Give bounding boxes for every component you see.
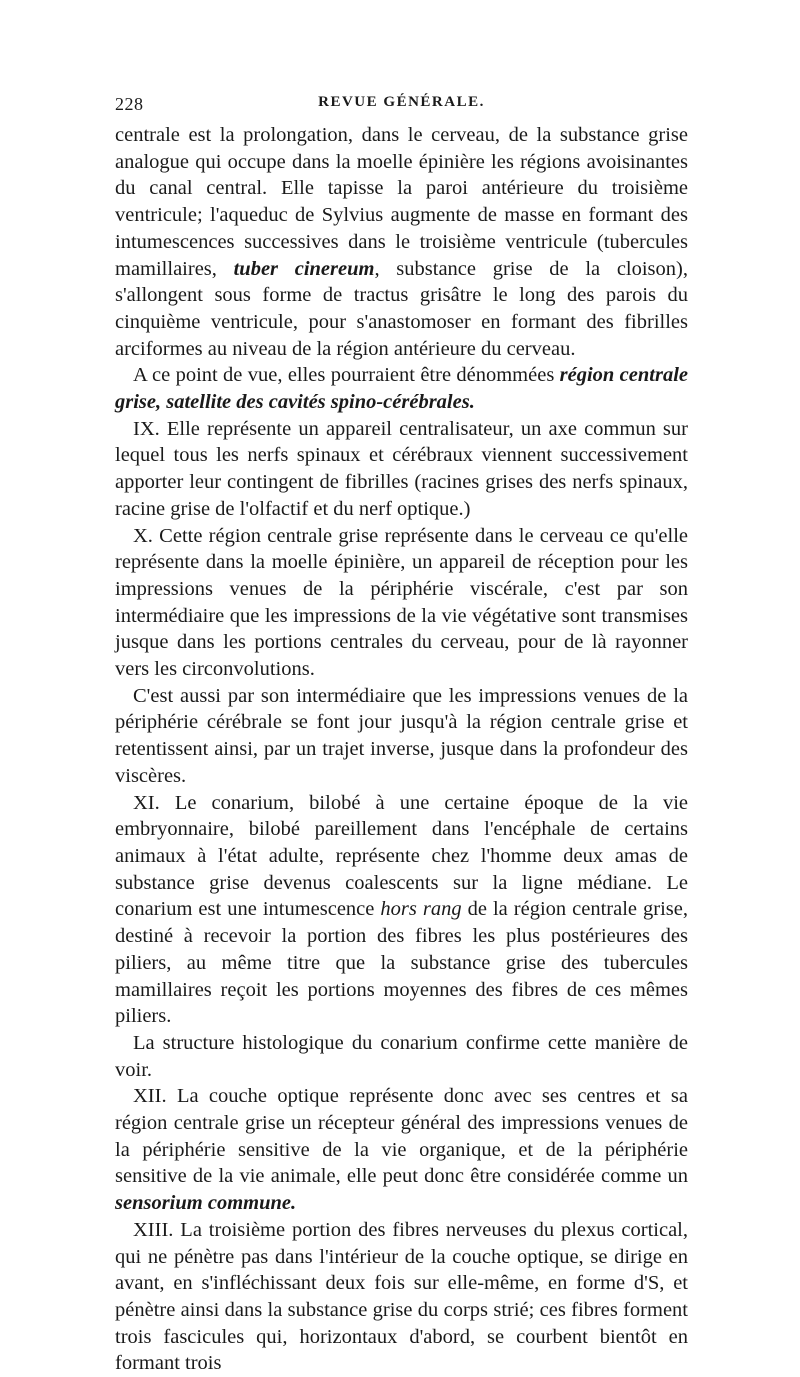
page-header — [115, 88, 688, 122]
paragraph-text: , substance grise de la cloison), s'allongent sous forme de tractus grisâtre le long des parois du cinquième ventricule, pour s'anastomoser en formant des fibrilles arciformes au niveau de la région antérieure du cerveau. — [115, 257, 688, 360]
paragraph — [115, 122, 688, 362]
paragraph-text: X. Cette région centrale grise représente dans le cerveau ce qu'elle représente dans la moelle épinière, un appareil de réception pour les impressions venues de la périphérie viscérale, c'est par son intermédiaire que les impressions de la vie végétative sont transmises jusque dans les portions centrales du cerveau, pour de là rayonner vers les circonvolutions. — [115, 524, 688, 681]
paragraph-text: A ce point de vue, elles pourraient être dénommées — [133, 364, 560, 387]
italic-term: hors rang — [380, 898, 462, 921]
paragraph — [115, 362, 688, 415]
running-title: REVUE GÉNÉRALE. — [318, 94, 485, 110]
paragraph-text: La structure histologique du conarium confirme cette manière de voir. — [115, 1031, 688, 1081]
paragraph — [115, 790, 688, 1030]
paragraph-text: XII. La couche optique représente donc avec ses centres et sa région centrale grise un récepteur général des impressions venues de la périphérie sensitive de la vie organique, et de la périphérie sensitive de la vie animale, elle peut donc être considérée comme un — [115, 1085, 688, 1188]
body-text — [115, 122, 688, 1377]
italic-term: sensorium commune. — [115, 1192, 297, 1215]
book-page — [115, 88, 688, 1375]
paragraph-text: centrale est la prolongation, dans le cerveau, de la substance grise analogue qui occupe dans la moelle épinière les régions avoisinantes du canal central. Elle tapisse la paroi antérieure du troisième ventricule; l'aqueduc de Sylvius augmente de masse en formant des intumescences successives dans le troisième ventricule (tubercules mamillaires, — [115, 124, 688, 280]
paragraph-text: XI. Le conarium, bilobé à une certaine époque de la vie embryonnaire, bilobé pareillement dans l'encéphale de certains animaux à l'état adulte, représente chez l'homme deux amas de substance grise devenus coalescents sur la ligne médiane. Le conarium est une intumescence — [115, 791, 688, 921]
paragraph — [115, 1217, 688, 1377]
paragraph — [115, 1030, 688, 1083]
page-number: 228 — [115, 94, 144, 114]
paragraph-text: XIII. La troisième portion des fibres nerveuses du plexus cortical, qui ne pénètre pas dans l'intérieur de la couche optique, se dirige en avant, en s'infléchissant deux fois sur elle-même, en forme d'S, et pénètre ainsi dans la substance grise du corps strié; ces fibres forment trois fascicules qui, horizontaux d'abord, se courbent bientôt en formant trois — [115, 1218, 688, 1375]
italic-term: région centrale grise, satellite des cavités spino-cérébrales. — [115, 364, 688, 414]
paragraph — [115, 416, 688, 523]
paragraph-text: IX. Elle représente un appareil centralisateur, un axe commun sur lequel tous les nerfs spinaux et cérébraux viennent successivement apporter leur contingent de fibrilles (racines grises des nerfs spinaux, racine grise de l'olfactif et du nerf optique.) — [115, 417, 688, 520]
paragraph-text: C'est aussi par son intermédiaire que les impressions venues de la périphérie cérébrale se font jour jusqu'à la région centrale grise et retentissent ainsi, par un trajet inverse, jusque dans la profondeur des viscères. — [115, 684, 688, 787]
paragraph — [115, 1083, 688, 1217]
paragraph — [115, 523, 688, 683]
paragraph — [115, 683, 688, 790]
paragraph-text: de la région centrale grise, destiné à recevoir la portion des fibres les plus postérieures des piliers, au même titre que la substance grise des tubercules mamillaires reçoit les portions moyennes des fibres de ces mêmes piliers. — [115, 898, 688, 1028]
italic-term: tuber cinereum — [233, 257, 375, 280]
